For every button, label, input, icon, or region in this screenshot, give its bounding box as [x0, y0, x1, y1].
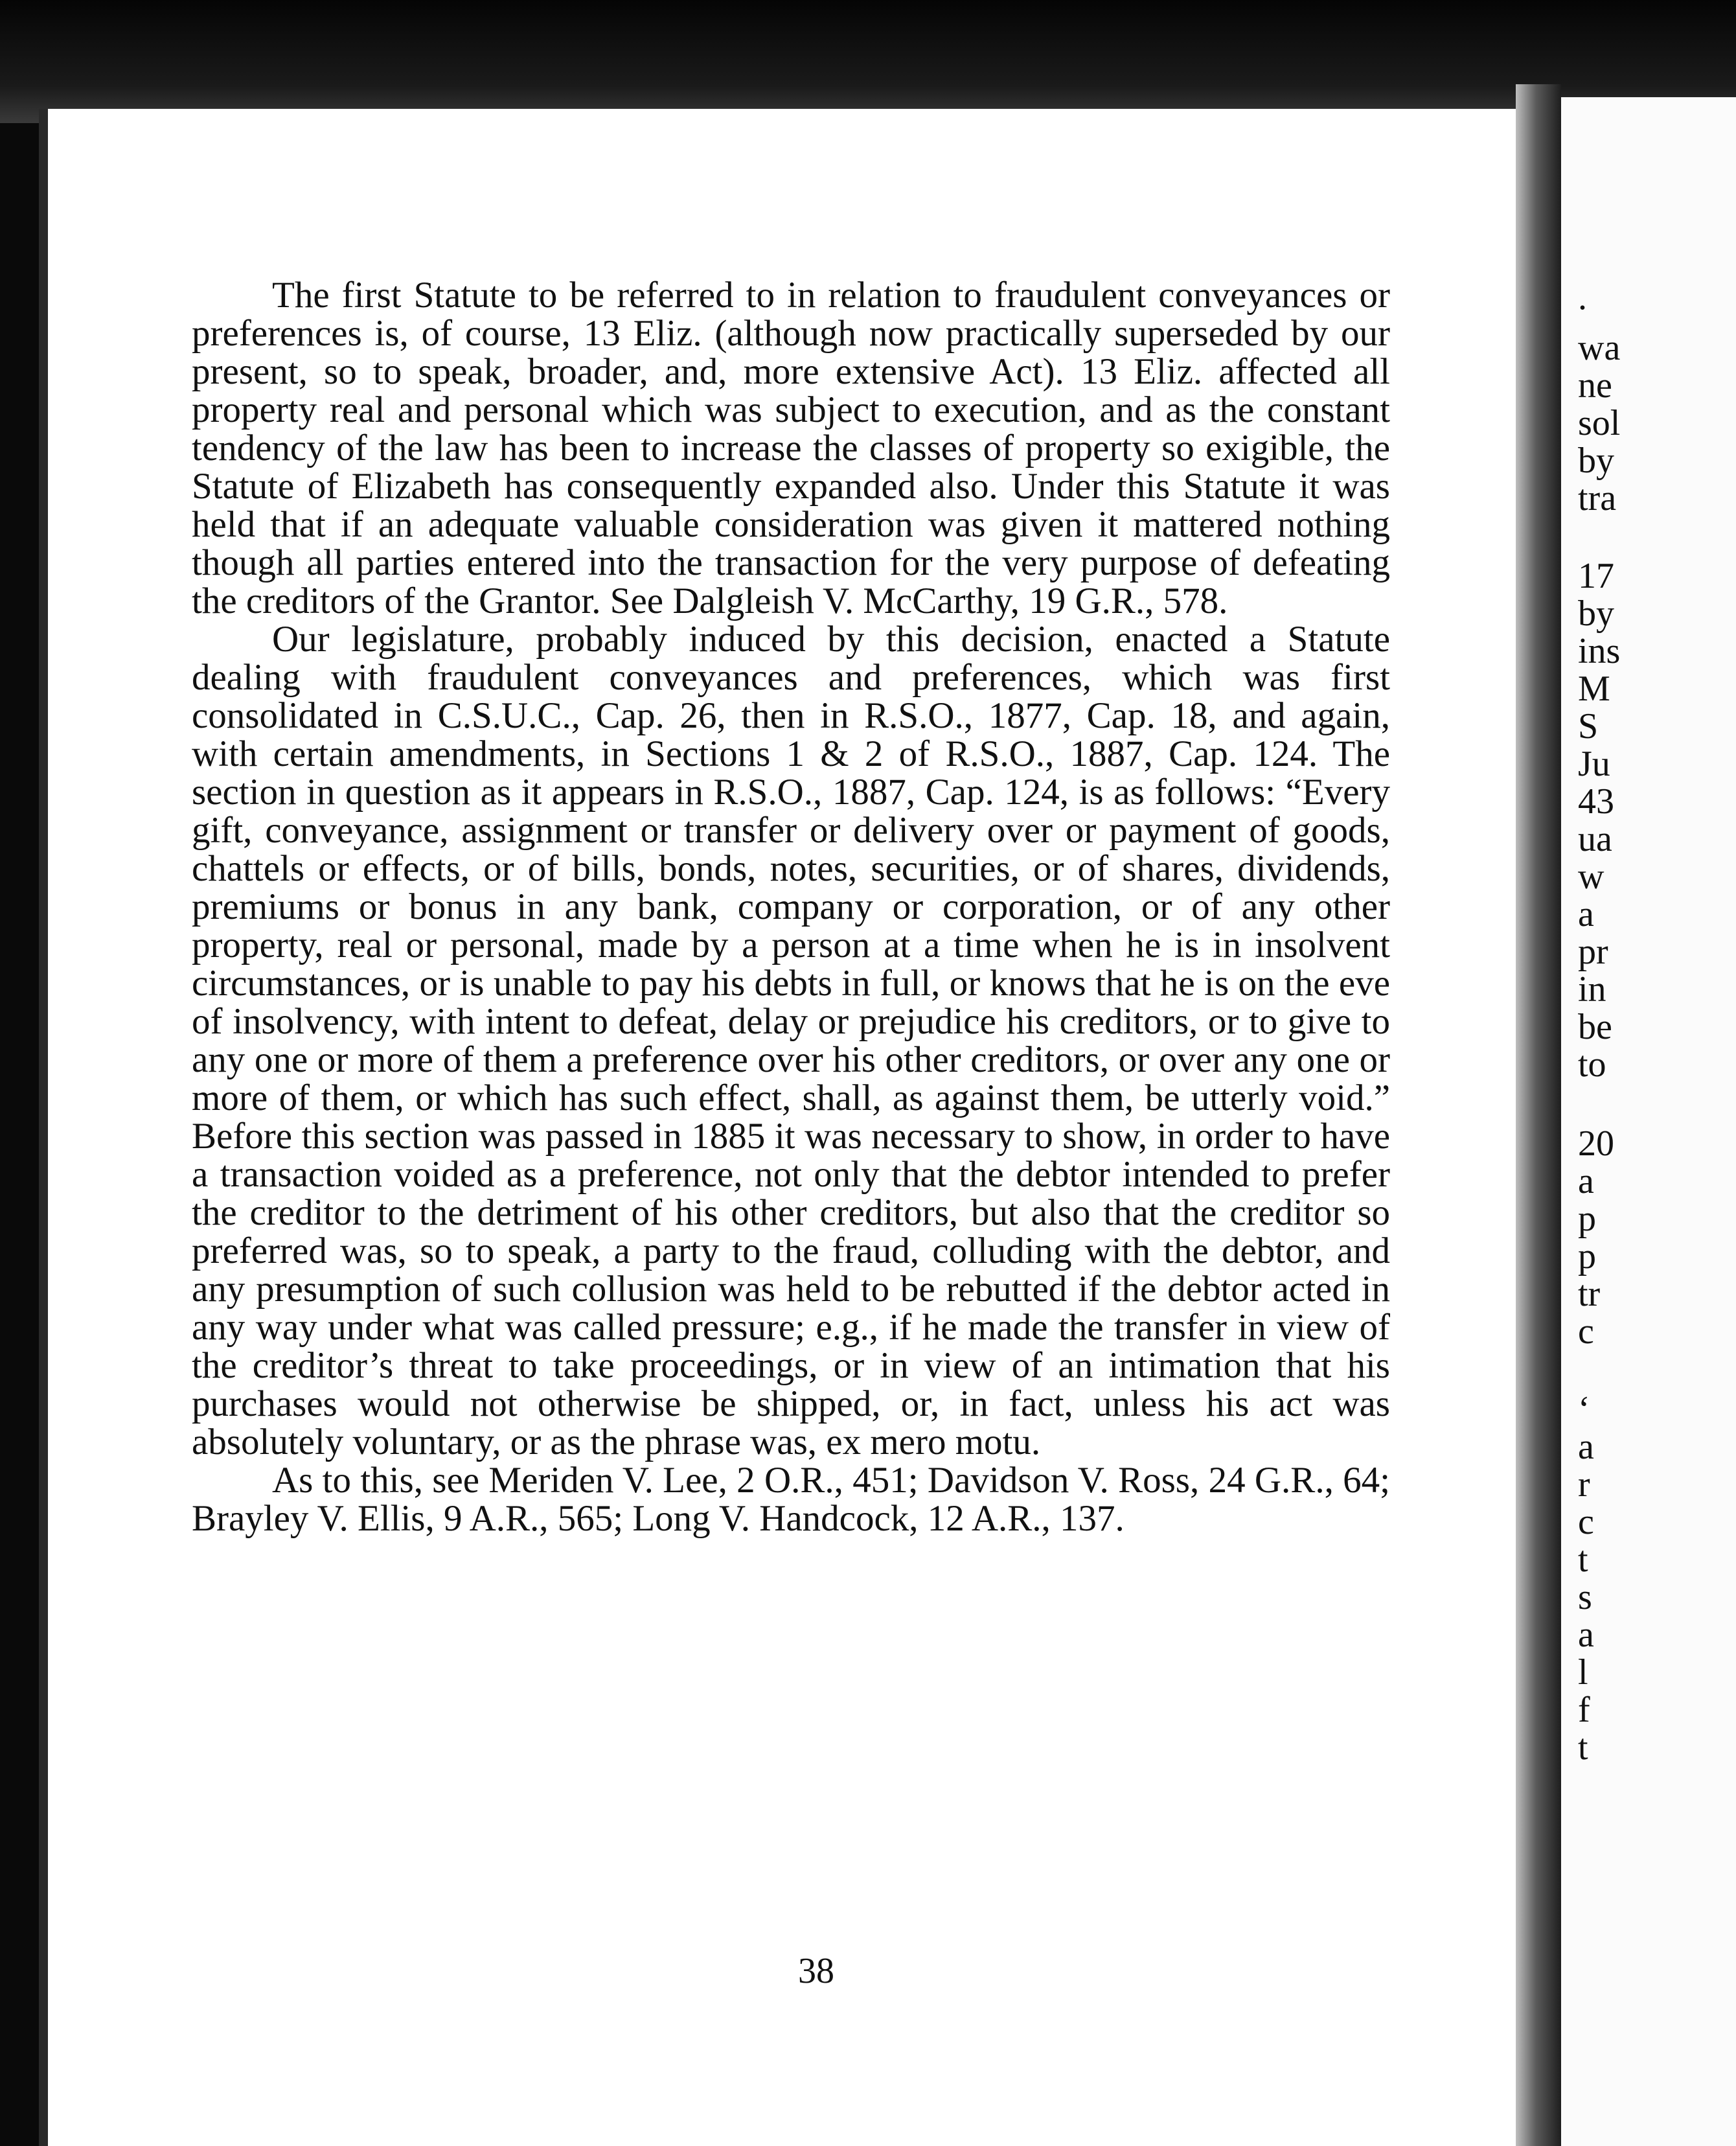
right-page-fragment: c [1578, 1311, 1594, 1352]
right-page-fragment: M [1578, 669, 1610, 709]
right-page-fragment: . [1578, 277, 1587, 317]
right-page-fragment: a [1578, 894, 1594, 934]
paragraph: Our legislature, probably induced by this decision, enacted a Statute dealing with fraudulent conveyances and preferences, which was first consolidated in C.S.U.C., Cap. 26, then in R.S.O., 1877, Cap. 18, and again, with certain amendments, in Sections 1 & 2 of R.S.O., 1887, Cap. 124. The section in question as it appears in R.S.O., 1887, Cap. 124, is as follows: “Every gift, conveyance, assignment or transfer or delivery over or payment of goods, chattels or effects, or of bills, bonds, notes, securities, or of shares, dividends, premiums or bonus in any bank, company or corporation, or of any other property, real or personal, made by a person at a time when he is in insolvent circumstances, or is unable to pay his debts in full, or knows that he is on the eve of insolvency, with intent to defeat, delay or prejudice his creditors, or to give to any one or more of them a preference over his other creditors, or over any one or more of them, or which has such effect, shall, as against them, be utterly void.” Before this section was passed in 1885 it was necessary to show, in order to have a transaction voided as a preference, not only that the debtor intended to prefer the creditor to the detriment of his other creditors, but also that the creditor so preferred was, so to speak, a party to the fraud, colluding with the debtor, and any presumption of such collusion was held to be rebutted if the debtor acted in any way under what was called pressure; e.g., if he made the transfer in view of the creditor’s threat to take proceedings, or in view of an intimation that his purchases would not otherwise be shipped, or, in fact, unless his act was absolutely voluntary, or as the phrase was, ex mero motu. [192, 619, 1390, 1462]
right-page-fragment: f [1578, 1690, 1590, 1730]
right-page-fragment: ‘ [1578, 1389, 1590, 1429]
right-page-fragment: tr [1578, 1274, 1601, 1314]
right-page-fragment: by [1578, 441, 1614, 481]
page-number: 38 [798, 1951, 834, 1991]
right-page-fragment: pr [1578, 932, 1608, 972]
right-page-fragment: p [1578, 1236, 1596, 1276]
right-page-fragment: a [1578, 1615, 1594, 1655]
paragraph: The first Statute to be referred to in relation to fraudulent conveyances or preferences is, of course, 13 Eliz. (although now practically superseded by our present, so to speak, broader, and, more extensive Act). 13 Eliz. affected all property real and personal which was subject to execution, and as the constant tendency of the law has been to increase the classes of property so exigible, the Statute of Elizabeth has consequently expanded also. Under this Statute it was held that if an adequate valuable consideration was given it mattered nothing though all parties entered into the transaction for the very purpose of defeating the creditors of the Grantor. See Dalgleish V. McCarthy, 19 G.R., 578. [192, 275, 1390, 621]
right-page-fragment: r [1578, 1464, 1590, 1505]
right-page-fragment: Ju [1578, 744, 1610, 784]
right-page-fragment: l [1578, 1652, 1588, 1692]
right-page-fragment: a [1578, 1161, 1594, 1201]
right-page-fragment: S [1578, 706, 1599, 746]
right-page-fragment: by [1578, 594, 1614, 634]
right-page-fragment: in [1578, 969, 1606, 1010]
book-gutter [1516, 84, 1561, 2146]
body-text [192, 276, 1390, 1538]
paragraph: As to this, see Meriden V. Lee, 2 O.R., 451; Davidson V. Ross, 24 G.R., 64; Brayley V. Ellis, 9 A.R., 565; Long V. Handcock, 12 A.R., 137. [192, 1460, 1390, 1539]
right-page-fragment: tra [1578, 478, 1617, 518]
right-page-fragment: wa [1578, 328, 1621, 368]
right-page-fragment: ua [1578, 819, 1612, 859]
right-page-fragment: 20 [1578, 1124, 1614, 1164]
right-page-fragment: a [1578, 1427, 1594, 1467]
right-page-fragment: c [1578, 1502, 1594, 1542]
right-page-fragment: s [1578, 1577, 1592, 1617]
right-page-fragment: w [1578, 857, 1605, 897]
scan-background [0, 0, 1736, 123]
right-page-fragment: p [1578, 1199, 1596, 1239]
right-page-fragment: to [1578, 1044, 1606, 1085]
right-page-fragment: t [1578, 1540, 1588, 1580]
right-page-fragment: 43 [1578, 781, 1614, 822]
right-page-fragment: t [1578, 1727, 1588, 1768]
right-page-fragment: ne [1578, 365, 1612, 406]
right-page-fragment: be [1578, 1007, 1612, 1047]
right-page-fragment: ins [1578, 631, 1621, 671]
right-page-fragment: sol [1578, 403, 1621, 443]
right-page-fragment: 17 [1578, 556, 1614, 596]
